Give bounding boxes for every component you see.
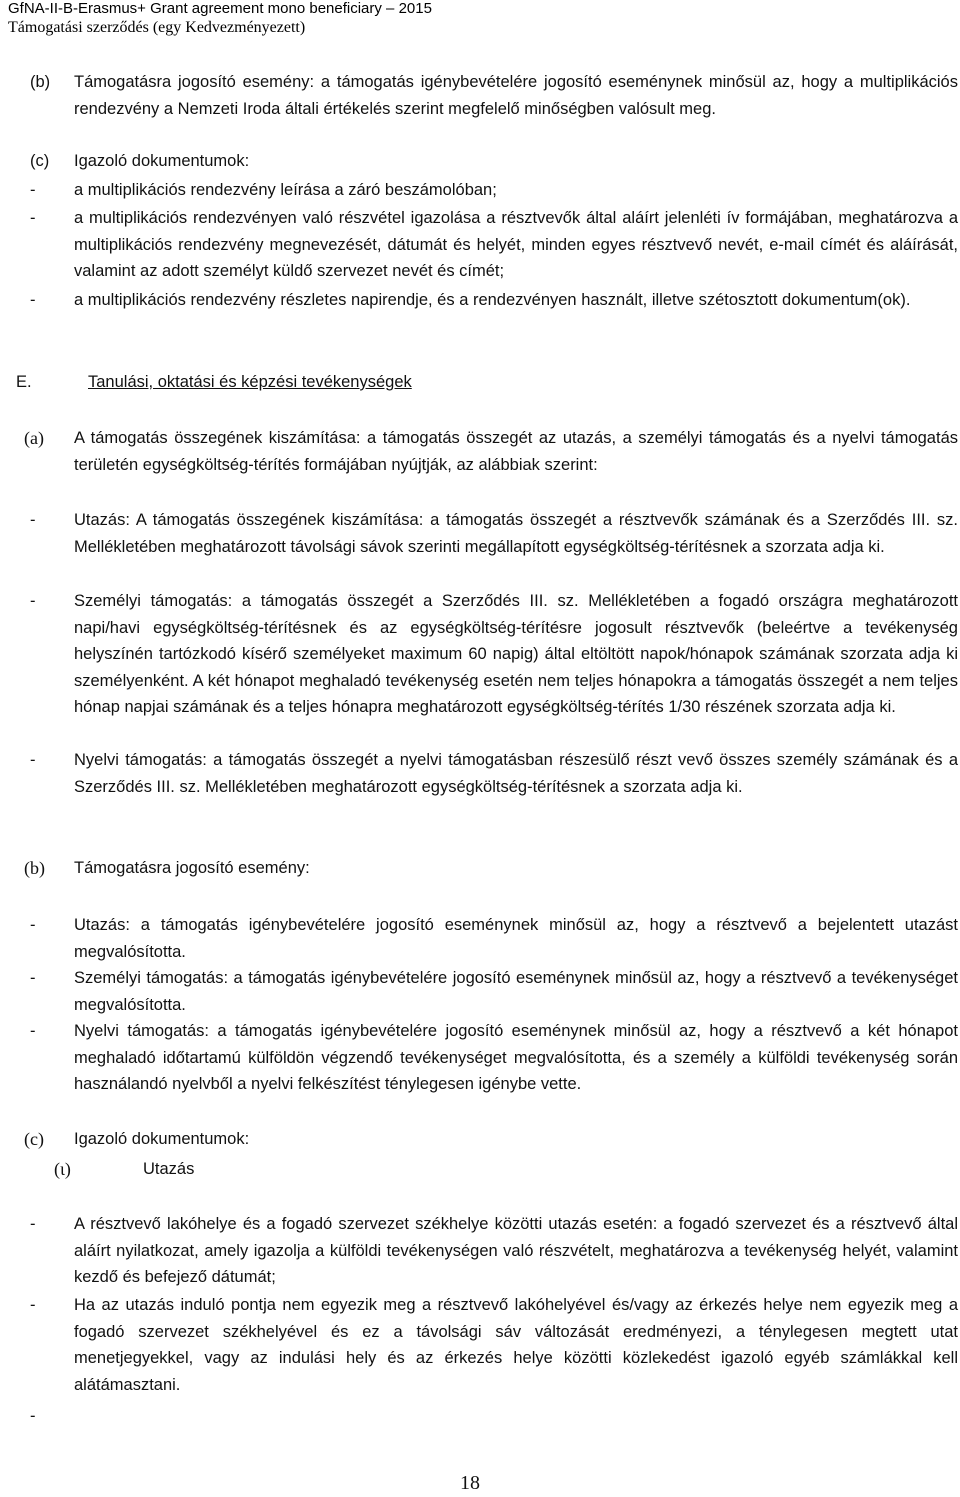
list-item-text: a multiplikációs rendezvény részletes napirendje, és a rendezvényen használt, illetve szétosztott dokumentum(ok). (74, 291, 911, 309)
dash-marker: - (30, 592, 36, 610)
list-item-text: Utazás: A támogatás összegének kiszámítása: a támogatás összegét a résztvevők számának és a Szerződés III. sz. Mellékletében meghatározott távolsági sávok szerinti megállapított egységköltség-térítésnek a szorzata adja ki. (74, 511, 958, 556)
e-c-heading (24, 1126, 958, 1153)
e-a-text: A támogatás összegének kiszámítása: a támogatás összegét az utazás, a személyi támogatás és a nyelvi támogatás területén egységköltség-térítés formájában nyújtják, az alábbiak szerint: (74, 429, 958, 474)
e-c-sub-text: Utazás (143, 1160, 195, 1178)
list-item-text: a multiplikációs rendezvény leírása a záró beszámolóban; (74, 181, 497, 199)
list-item-text: Személyi támogatás: a támogatás igénybevételére jogosító eseménynek minősül az, hogy a résztvevő a tevékenységet megvalósította. (74, 969, 958, 1014)
list-item (30, 287, 958, 314)
list-item-text: A résztvevő lakóhelye és a fogadó szervezet székhelye közötti utazás esetén: a fogadó szervezet és a résztvevő által aláírt nyilatkozat, amely igazolja a külföldi tevékenységen való részvételt, meghatározva a tevékenység helyét, valamint kezdő és befejező dátumát; (74, 1215, 958, 1286)
dash-marker: - (30, 969, 36, 987)
section-e-title: Tanulási, oktatási és képzési tevékenységek (88, 373, 412, 391)
list-item (30, 912, 958, 965)
e-b-text: Támogatásra jogosító esemény: (74, 859, 310, 877)
e-b-heading (24, 855, 958, 882)
dash-marker: - (30, 209, 36, 227)
top-b-marker: (b) (30, 73, 51, 91)
dash-marker: - (30, 291, 36, 309)
dash-marker: - (30, 916, 36, 934)
e-c-text: Igazoló dokumentumok: (74, 1130, 250, 1148)
list-item-text: Utazás: a támogatás igénybevételére jogosító eseménynek minősül az, hogy a résztvevő a bejelentett utazást megvalósította. (74, 916, 958, 961)
list-item (30, 1211, 958, 1291)
dash-marker: - (30, 1407, 36, 1425)
list-item-text: Személyi támogatás: a támogatás összegét a Szerződés III. sz. Mellékletében a fogadó országra meghatározott napi/havi egységköltség-térítésnek és az egységköltség-térítésre jogosult résztvevők (beleértve a tevékenység helyszínén tartózkodó kísérő személyeket maximum 60 napig) által eltöltött napok/hónapok számának szorzata adja ki személyenként. A két hónapot meghaladó tevékenység esetén nem teljes hónapokra a támogatás összegét a nem teljes hónap napjai számának és a teljes hónapra meghatározott egységköltség-térítés 1/30 részének szorzata adja ki. (74, 592, 958, 716)
dash-marker: - (30, 751, 36, 769)
dash-marker: - (30, 1215, 36, 1233)
top-b-paragraph (30, 69, 958, 122)
e-a-marker: (a) (24, 428, 44, 448)
section-e-heading (16, 369, 958, 396)
list-item (30, 588, 958, 721)
list-item-text: Nyelvi támogatás: a támogatás összegét a nyelvi támogatásban részesülő részt vevő összes személy számának és a Szerződés III. sz. Mellékletében meghatározott egységköltség-térítésnek a szorzata adja ki. (74, 751, 958, 796)
list-item-text: Nyelvi támogatás: a támogatás igénybevételére jogosító eseménynek minősül az, hogy a résztvevő a két hónapot meghaladó időtartamú külföldön végzendő tevékenységet megvalósította, és a személy a külföldi tevékenység során használandó nyelvből a nyelvi felkészítést ténylegesen igénybe vette. (74, 1022, 958, 1093)
top-c-text: Igazoló dokumentumok: (74, 152, 250, 170)
list-item (30, 965, 958, 1018)
dash-marker: - (30, 511, 36, 529)
list-item (30, 1018, 958, 1098)
list-item-text: a multiplikációs rendezvényen való részvétel igazolása a résztvevők által aláírt jelenléti ív formájában, meghatározva a multiplikációs rendezvény megnevezését, dátumát és helyét, minden egyes résztvevő nevét, e-mail címét és aláírását, valamint az adott személyt küldő szervezet nevét és címét; (74, 209, 958, 280)
header-subtitle: Támogatási szerződés (egy Kedvezményezett) (8, 19, 306, 36)
dash-marker: - (30, 1296, 36, 1314)
list-item (30, 507, 958, 560)
list-item-text: Ha az utazás induló pontja nem egyezik meg a résztvevő lakóhelyével és/vagy az érkezés helye nem egyezik meg a fogadó szervezet székhelyével és ez a távolsági sáv változását eredményezi, a ténylegesen megtett utat menetjegyekkel, vagy az indulási hely és az érkezés helye közötti közlekedést igazoló egyéb számlákkal kell alátámasztani. (74, 1296, 958, 1394)
top-c-heading (30, 148, 958, 175)
section-e-marker: E. (16, 373, 32, 391)
list-item (30, 747, 958, 800)
list-item (30, 177, 958, 204)
dash-marker: - (30, 181, 36, 199)
list-item (30, 205, 958, 285)
e-a-paragraph (24, 425, 958, 478)
top-b-text: Támogatásra jogosító esemény: a támogatás igénybevételére jogosító eseménynek minősül az, hogy a multiplikációs rendezvény a Nemzeti Iroda általi értékelés szerint megfelelő minőségben valósult meg. (74, 73, 958, 118)
list-item (30, 1292, 958, 1398)
e-c-marker: (c) (24, 1129, 44, 1149)
e-c-subheading (30, 1156, 958, 1183)
dash-marker: - (30, 1022, 36, 1040)
top-c-marker: (c) (30, 152, 50, 170)
e-b-marker: (b) (24, 858, 45, 878)
header-title: GfNA-II-B-Erasmus+ Grant agreement mono beneficiary – 2015 (8, 0, 432, 17)
e-c-sub-marker: (ι) (54, 1159, 71, 1179)
page-number: 18 (460, 1472, 480, 1494)
